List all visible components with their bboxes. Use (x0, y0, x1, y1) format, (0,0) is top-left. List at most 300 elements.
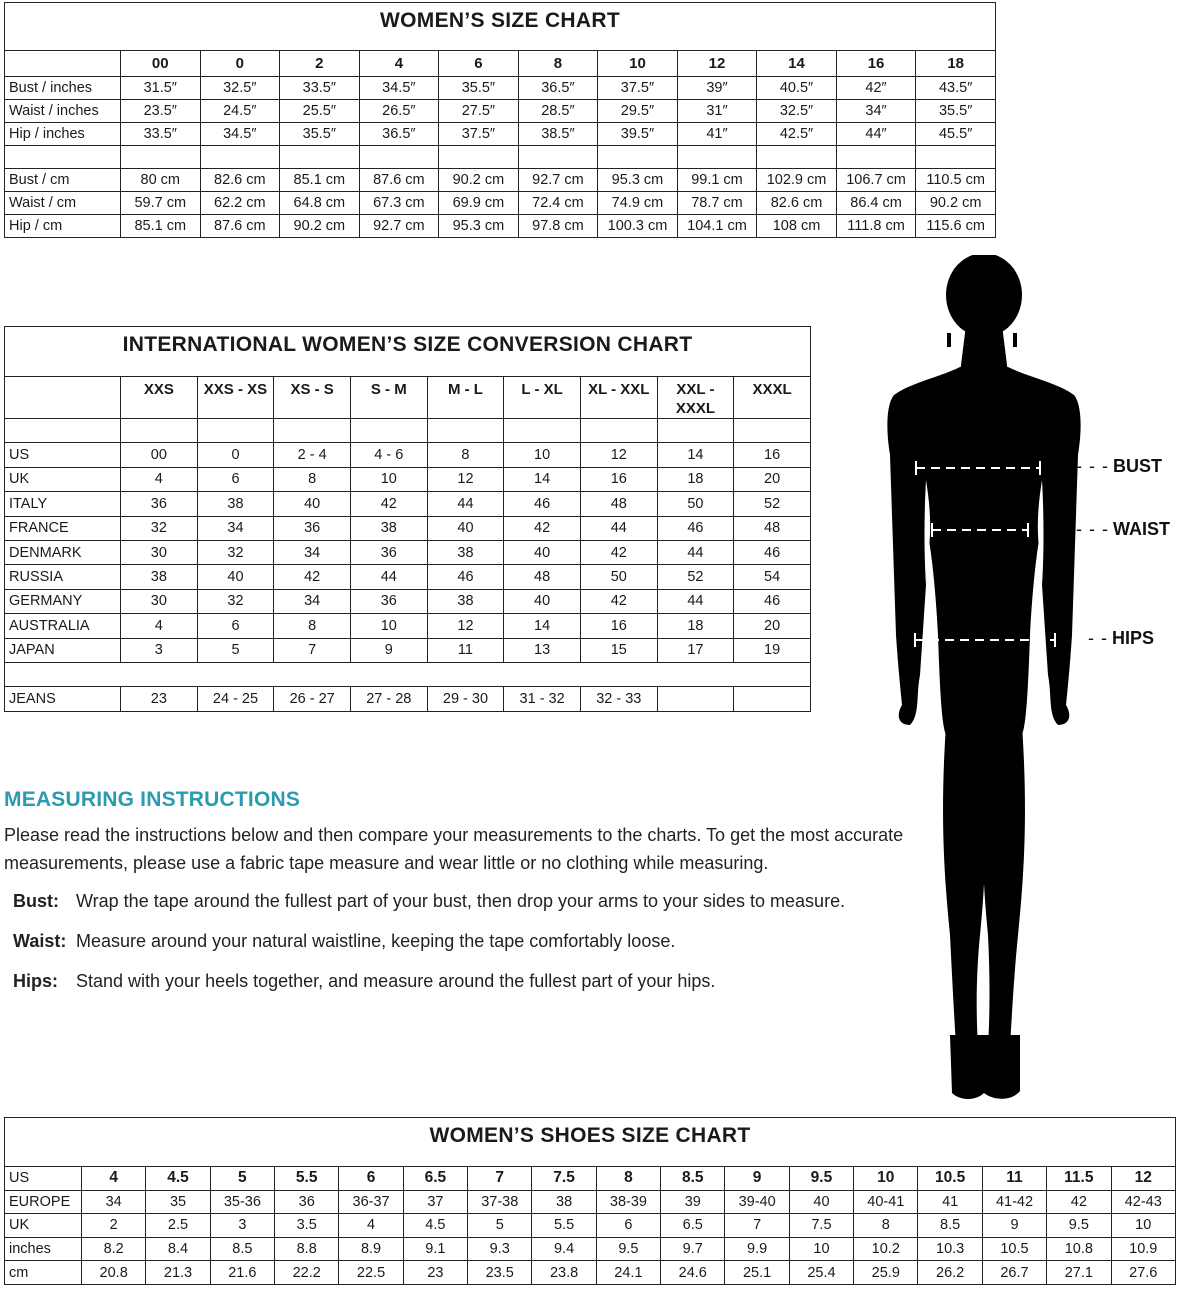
table-cell: 45.5″ (916, 123, 996, 146)
table-cell: 39-40 (725, 1190, 789, 1214)
table-cell: 41″ (677, 123, 757, 146)
table-cell: 108 cm (757, 215, 837, 238)
table-cell: 26.7 (982, 1261, 1046, 1285)
table-cell: 97.8 cm (518, 215, 598, 238)
table-cell: 9.3 (468, 1237, 532, 1261)
table-cell: 23.8 (532, 1261, 596, 1285)
table-cell: 34.5″ (200, 123, 280, 146)
table-cell: 40 (197, 565, 274, 589)
instruction-waist (4, 929, 904, 953)
table-cell: 50 (580, 565, 657, 589)
column-header: 18 (916, 51, 996, 77)
table-cell: 10.5 (918, 1167, 982, 1191)
table-cell: 11.5 (1047, 1167, 1111, 1191)
instruction-bust (4, 889, 904, 913)
table-cell: 111.8 cm (836, 215, 916, 238)
table-cell (598, 146, 678, 169)
table-cell: 99.1 cm (677, 169, 757, 192)
table-cell: 38-39 (596, 1190, 660, 1214)
table-cell: 42 (504, 516, 581, 540)
row-label: US (5, 1167, 82, 1191)
table-cell: 2 (82, 1214, 146, 1238)
table-cell (734, 687, 811, 711)
table-cell: 90.2 cm (280, 215, 360, 238)
table-cell (200, 146, 280, 169)
table-cell: 9.1 (403, 1237, 467, 1261)
table-cell: 40.5″ (757, 77, 837, 100)
table-cell: 92.7 cm (359, 215, 439, 238)
table-cell: 48 (580, 492, 657, 516)
table-cell: 6 (197, 467, 274, 491)
instruction-label: Waist: (13, 931, 67, 951)
table-cell: 42 (274, 565, 351, 589)
table-cell: 32 (197, 540, 274, 564)
table-cell: 10 (789, 1237, 853, 1261)
table-cell: 37.5″ (439, 123, 519, 146)
table-cell: 18 (657, 467, 734, 491)
table-cell: 5 (468, 1214, 532, 1238)
table-cell: 100.3 cm (598, 215, 678, 238)
table-cell: 9.4 (532, 1237, 596, 1261)
table-cell: 7.5 (789, 1214, 853, 1238)
table-cell: 36 (275, 1190, 339, 1214)
row-label (5, 146, 121, 169)
table-cell: 42 (1047, 1190, 1111, 1214)
table-cell: 27.6 (1111, 1261, 1176, 1285)
table-cell: 24.5″ (200, 100, 280, 123)
table-cell: 39 (661, 1190, 725, 1214)
table-cell: 64.8 cm (280, 192, 360, 215)
instruction-text: Stand with your heels together, and measure around the fullest part of your hips. (76, 971, 716, 991)
table-cell: 36 (274, 516, 351, 540)
table-cell: 5 (197, 638, 274, 662)
table-row (5, 492, 811, 516)
table-row (5, 1261, 1176, 1285)
table-row (5, 443, 811, 467)
table-cell: 104.1 cm (677, 215, 757, 238)
table-cell: 42 (350, 492, 427, 516)
column-header: XXS (121, 377, 198, 419)
table-cell: 24.6 (661, 1261, 725, 1285)
table-cell: 87.6 cm (359, 169, 439, 192)
table-cell (734, 419, 811, 443)
table-cell: 11 (427, 638, 504, 662)
intl-chart-title-row (5, 327, 811, 377)
table-cell: 35.5″ (280, 123, 360, 146)
table-cell: 26.5″ (359, 100, 439, 123)
table-row (5, 638, 811, 662)
table-cell: 5.5 (275, 1167, 339, 1191)
table-cell: 90.2 cm (439, 169, 519, 192)
table-cell: 87.6 cm (200, 215, 280, 238)
row-label: EUROPE (5, 1190, 82, 1214)
shoe-chart-title: WOMEN’S SHOES SIZE CHART (5, 1118, 1176, 1167)
table-cell: 26.2 (918, 1261, 982, 1285)
table-cell: 27.5″ (439, 100, 519, 123)
table-cell: 44″ (836, 123, 916, 146)
table-cell: 26 - 27 (274, 687, 351, 711)
table-cell: 38 (532, 1190, 596, 1214)
row-label (5, 51, 121, 77)
table-cell: 115.6 cm (916, 215, 996, 238)
table-cell: 10.8 (1047, 1237, 1111, 1261)
table-cell: 42-43 (1111, 1190, 1176, 1214)
table-cell: 10.3 (918, 1237, 982, 1261)
table-cell: 10.2 (854, 1237, 918, 1261)
table-cell (427, 419, 504, 443)
table-cell: 36.5″ (359, 123, 439, 146)
table-cell: 14 (504, 614, 581, 638)
table-cell: 92.7 cm (518, 169, 598, 192)
table-cell: 62.2 cm (200, 192, 280, 215)
table-cell: 40 (274, 492, 351, 516)
table-row (5, 123, 996, 146)
row-label: FRANCE (5, 516, 121, 540)
table-cell: 38.5″ (518, 123, 598, 146)
row-label: DENMARK (5, 540, 121, 564)
table-cell: 39″ (677, 77, 757, 100)
table-cell: 36 (350, 540, 427, 564)
table-cell: 11 (982, 1167, 1046, 1191)
column-header: 0 (200, 51, 280, 77)
table-cell: 52 (734, 492, 811, 516)
table-cell: 4 (82, 1167, 146, 1191)
table-cell: 7 (274, 638, 351, 662)
table-cell: 4 (121, 614, 198, 638)
table-cell: 33.5″ (121, 123, 201, 146)
table-cell: 85.1 cm (121, 215, 201, 238)
table-cell: 34.5″ (359, 77, 439, 100)
table-row (5, 215, 996, 238)
row-label: cm (5, 1261, 82, 1285)
table-cell: 9.9 (725, 1237, 789, 1261)
table-cell (580, 419, 657, 443)
table-cell (197, 419, 274, 443)
table-cell: 31 - 32 (504, 687, 581, 711)
table-cell: 6 (596, 1214, 660, 1238)
table-cell: 28.5″ (518, 100, 598, 123)
table-cell: 32.5″ (200, 77, 280, 100)
table-row (5, 377, 811, 419)
table-cell: 34″ (836, 100, 916, 123)
table-cell: 27 - 28 (350, 687, 427, 711)
body-measurement-figure (880, 255, 1180, 1110)
table-cell: 7.5 (532, 1167, 596, 1191)
column-header: XL - XXL (580, 377, 657, 419)
row-label: Hip / cm (5, 215, 121, 238)
table-row (5, 516, 811, 540)
table-cell: 8.5 (210, 1237, 274, 1261)
table-row (5, 1167, 1176, 1191)
table-cell: 3 (210, 1214, 274, 1238)
table-cell (439, 146, 519, 169)
table-cell: 78.7 cm (677, 192, 757, 215)
table-cell: 30 (121, 589, 198, 613)
table-cell: 10 (1111, 1214, 1176, 1238)
table-cell: 40 (504, 589, 581, 613)
table-cell: 48 (504, 565, 581, 589)
table-row (5, 589, 811, 613)
table-cell: 12 (427, 614, 504, 638)
table-cell: 54 (734, 565, 811, 589)
table-row (5, 687, 811, 711)
table-row (5, 1214, 1176, 1238)
table-cell: 20.8 (82, 1261, 146, 1285)
column-header: L - XL (504, 377, 581, 419)
table-cell (280, 146, 360, 169)
intl-chart-title: INTERNATIONAL WOMEN’S SIZE CONVERSION CHART (5, 327, 811, 377)
table-cell: 29.5″ (598, 100, 678, 123)
table-cell: 46 (657, 516, 734, 540)
table-cell: 25.9 (854, 1261, 918, 1285)
table-cell: 36 (350, 589, 427, 613)
woman-silhouette-icon (880, 255, 1180, 1110)
table-cell: 6.5 (403, 1167, 467, 1191)
waist-label (1076, 519, 1170, 540)
table-cell: 32 (197, 589, 274, 613)
table-cell: 14 (657, 443, 734, 467)
column-header: 10 (598, 51, 678, 77)
table-cell (121, 146, 201, 169)
table-cell: 7 (468, 1167, 532, 1191)
table-cell: 16 (734, 443, 811, 467)
table-cell: 8.2 (82, 1237, 146, 1261)
table-cell: 3 (121, 638, 198, 662)
spacer-cell (5, 662, 811, 686)
table-cell: 31.5″ (121, 77, 201, 100)
table-cell: 102.9 cm (757, 169, 837, 192)
table-cell: 90.2 cm (916, 192, 996, 215)
table-cell: 15 (580, 638, 657, 662)
table-cell: 40 (504, 540, 581, 564)
table-cell: 25.5″ (280, 100, 360, 123)
table-cell: 82.6 cm (200, 169, 280, 192)
table-cell: 74.9 cm (598, 192, 678, 215)
table-row (5, 192, 996, 215)
bust-label (1076, 456, 1162, 477)
table-cell (657, 687, 734, 711)
row-label: ITALY (5, 492, 121, 516)
table-cell: 44 (427, 492, 504, 516)
table-cell: 23 (121, 687, 198, 711)
instruction-text: Wrap the tape around the fullest part of your bust, then drop your arms to your sides to measure. (76, 891, 846, 911)
table-cell: 37.5″ (598, 77, 678, 100)
table-cell: 34 (197, 516, 274, 540)
table-cell: 12 (580, 443, 657, 467)
table-cell: 8 (274, 614, 351, 638)
table-cell: 2.5 (146, 1214, 210, 1238)
table-cell: 36.5″ (518, 77, 598, 100)
table-cell: 4.5 (403, 1214, 467, 1238)
table-row (5, 614, 811, 638)
table-cell: 67.3 cm (359, 192, 439, 215)
table-cell: 8.9 (339, 1237, 403, 1261)
table-cell (836, 146, 916, 169)
table-row (5, 1190, 1176, 1214)
table-cell: 4 (121, 467, 198, 491)
table-cell: 48 (734, 516, 811, 540)
table-cell: 42 (580, 589, 657, 613)
row-label: Bust / cm (5, 169, 121, 192)
table-cell: 59.7 cm (121, 192, 201, 215)
table-cell: 46 (734, 589, 811, 613)
table-row (5, 419, 811, 443)
column-header: 6 (439, 51, 519, 77)
table-cell: 22.2 (275, 1261, 339, 1285)
table-cell: 16 (580, 467, 657, 491)
table-row (5, 540, 811, 564)
table-cell: 10 (504, 443, 581, 467)
table-cell: 24.1 (596, 1261, 660, 1285)
table-cell: 4 (339, 1214, 403, 1238)
hips-label-text: HIPS (1112, 628, 1155, 648)
instruction-label: Bust: (13, 891, 59, 911)
table-cell: 24 - 25 (197, 687, 274, 711)
row-label: Waist / cm (5, 192, 121, 215)
column-header: XXL - XXXL (657, 377, 734, 419)
table-cell: 23.5 (468, 1261, 532, 1285)
table-cell: 35.5″ (916, 100, 996, 123)
table-cell: 18 (657, 614, 734, 638)
table-cell: 32.5″ (757, 100, 837, 123)
table-cell: 00 (121, 443, 198, 467)
table-cell (518, 146, 598, 169)
table-row (5, 467, 811, 491)
table-cell: 34 (274, 540, 351, 564)
column-header: XXS - XS (197, 377, 274, 419)
table-cell: 4.5 (146, 1167, 210, 1191)
column-header: 8 (518, 51, 598, 77)
table-cell (916, 146, 996, 169)
column-header: 16 (836, 51, 916, 77)
table-cell (504, 419, 581, 443)
table-cell: 80 cm (121, 169, 201, 192)
table-cell: 37-38 (468, 1190, 532, 1214)
table-cell: 17 (657, 638, 734, 662)
table-cell: 6 (339, 1167, 403, 1191)
table-cell: 9.7 (661, 1237, 725, 1261)
table-cell: 44 (580, 516, 657, 540)
instructions-heading: MEASURING INSTRUCTIONS (4, 788, 301, 811)
dash-leader-icon: - - (1088, 628, 1108, 648)
row-label: JEANS (5, 687, 121, 711)
table-row (5, 169, 996, 192)
column-header: S - M (350, 377, 427, 419)
table-cell: 42.5″ (757, 123, 837, 146)
table-cell: 12 (427, 467, 504, 491)
waist-label-text: WAIST (1112, 519, 1170, 539)
table-cell (121, 419, 198, 443)
table-cell: 41-42 (982, 1190, 1046, 1214)
table-cell (274, 419, 351, 443)
column-header: 14 (757, 51, 837, 77)
table-cell: 2 - 4 (274, 443, 351, 467)
table-cell: 12 (1111, 1167, 1176, 1191)
table-cell: 14 (504, 467, 581, 491)
table-cell: 42″ (836, 77, 916, 100)
table-cell: 8.4 (146, 1237, 210, 1261)
table-cell: 44 (350, 565, 427, 589)
table-cell: 95.3 cm (598, 169, 678, 192)
row-label: JAPAN (5, 638, 121, 662)
instruction-hips (4, 969, 904, 993)
table-cell: 10.5 (982, 1237, 1046, 1261)
table-cell: 44 (657, 589, 734, 613)
table-cell: 35.5″ (439, 77, 519, 100)
table-cell: 110.5 cm (916, 169, 996, 192)
table-cell: 9 (350, 638, 427, 662)
table-cell: 29 - 30 (427, 687, 504, 711)
instruction-label: Hips: (13, 971, 58, 991)
table-cell: 8 (274, 467, 351, 491)
table-cell: 42 (580, 540, 657, 564)
womens-size-chart (4, 2, 996, 238)
table-cell: 21.6 (210, 1261, 274, 1285)
table-cell (359, 146, 439, 169)
table-cell: 5.5 (532, 1214, 596, 1238)
table-cell: 16 (580, 614, 657, 638)
table-cell: 10 (350, 467, 427, 491)
table-cell: 5 (210, 1167, 274, 1191)
table-cell: 7 (725, 1214, 789, 1238)
table-cell: 46 (427, 565, 504, 589)
table-cell: 32 - 33 (580, 687, 657, 711)
instruction-text: Measure around your natural waistline, keeping the tape comfortably loose. (76, 931, 676, 951)
table-cell: 52 (657, 565, 734, 589)
table-cell: 10 (854, 1167, 918, 1191)
table-cell: 23 (403, 1261, 467, 1285)
row-label: UK (5, 1214, 82, 1238)
womens-shoes-size-chart (4, 1117, 1176, 1285)
table-cell: 9 (725, 1167, 789, 1191)
table-cell: 46 (734, 540, 811, 564)
spacer-row (5, 662, 811, 686)
table-cell: 19 (734, 638, 811, 662)
row-label: UK (5, 467, 121, 491)
row-label: GERMANY (5, 589, 121, 613)
table-cell: 3.5 (275, 1214, 339, 1238)
table-cell: 9 (982, 1214, 1046, 1238)
table-cell (677, 146, 757, 169)
table-row (5, 100, 996, 123)
table-cell: 35-36 (210, 1190, 274, 1214)
table-cell: 27.1 (1047, 1261, 1111, 1285)
table-cell: 86.4 cm (836, 192, 916, 215)
table-cell: 4 - 6 (350, 443, 427, 467)
table-cell: 34 (82, 1190, 146, 1214)
table-cell: 38 (427, 589, 504, 613)
column-header: 12 (677, 51, 757, 77)
size-chart-title-row (5, 3, 996, 51)
table-row (5, 565, 811, 589)
column-header: 00 (121, 51, 201, 77)
row-label (5, 419, 121, 443)
table-cell: 0 (197, 443, 274, 467)
table-cell: 31″ (677, 100, 757, 123)
table-cell: 35 (146, 1190, 210, 1214)
table-cell: 6 (197, 614, 274, 638)
table-cell: 32 (121, 516, 198, 540)
table-cell: 36-37 (339, 1190, 403, 1214)
table-cell: 8.5 (661, 1167, 725, 1191)
row-label: Waist / inches (5, 100, 121, 123)
table-cell: 40 (789, 1190, 853, 1214)
column-header: 2 (280, 51, 360, 77)
table-cell: 8 (596, 1167, 660, 1191)
row-label: Hip / inches (5, 123, 121, 146)
table-cell: 8 (427, 443, 504, 467)
table-cell: 82.6 cm (757, 192, 837, 215)
